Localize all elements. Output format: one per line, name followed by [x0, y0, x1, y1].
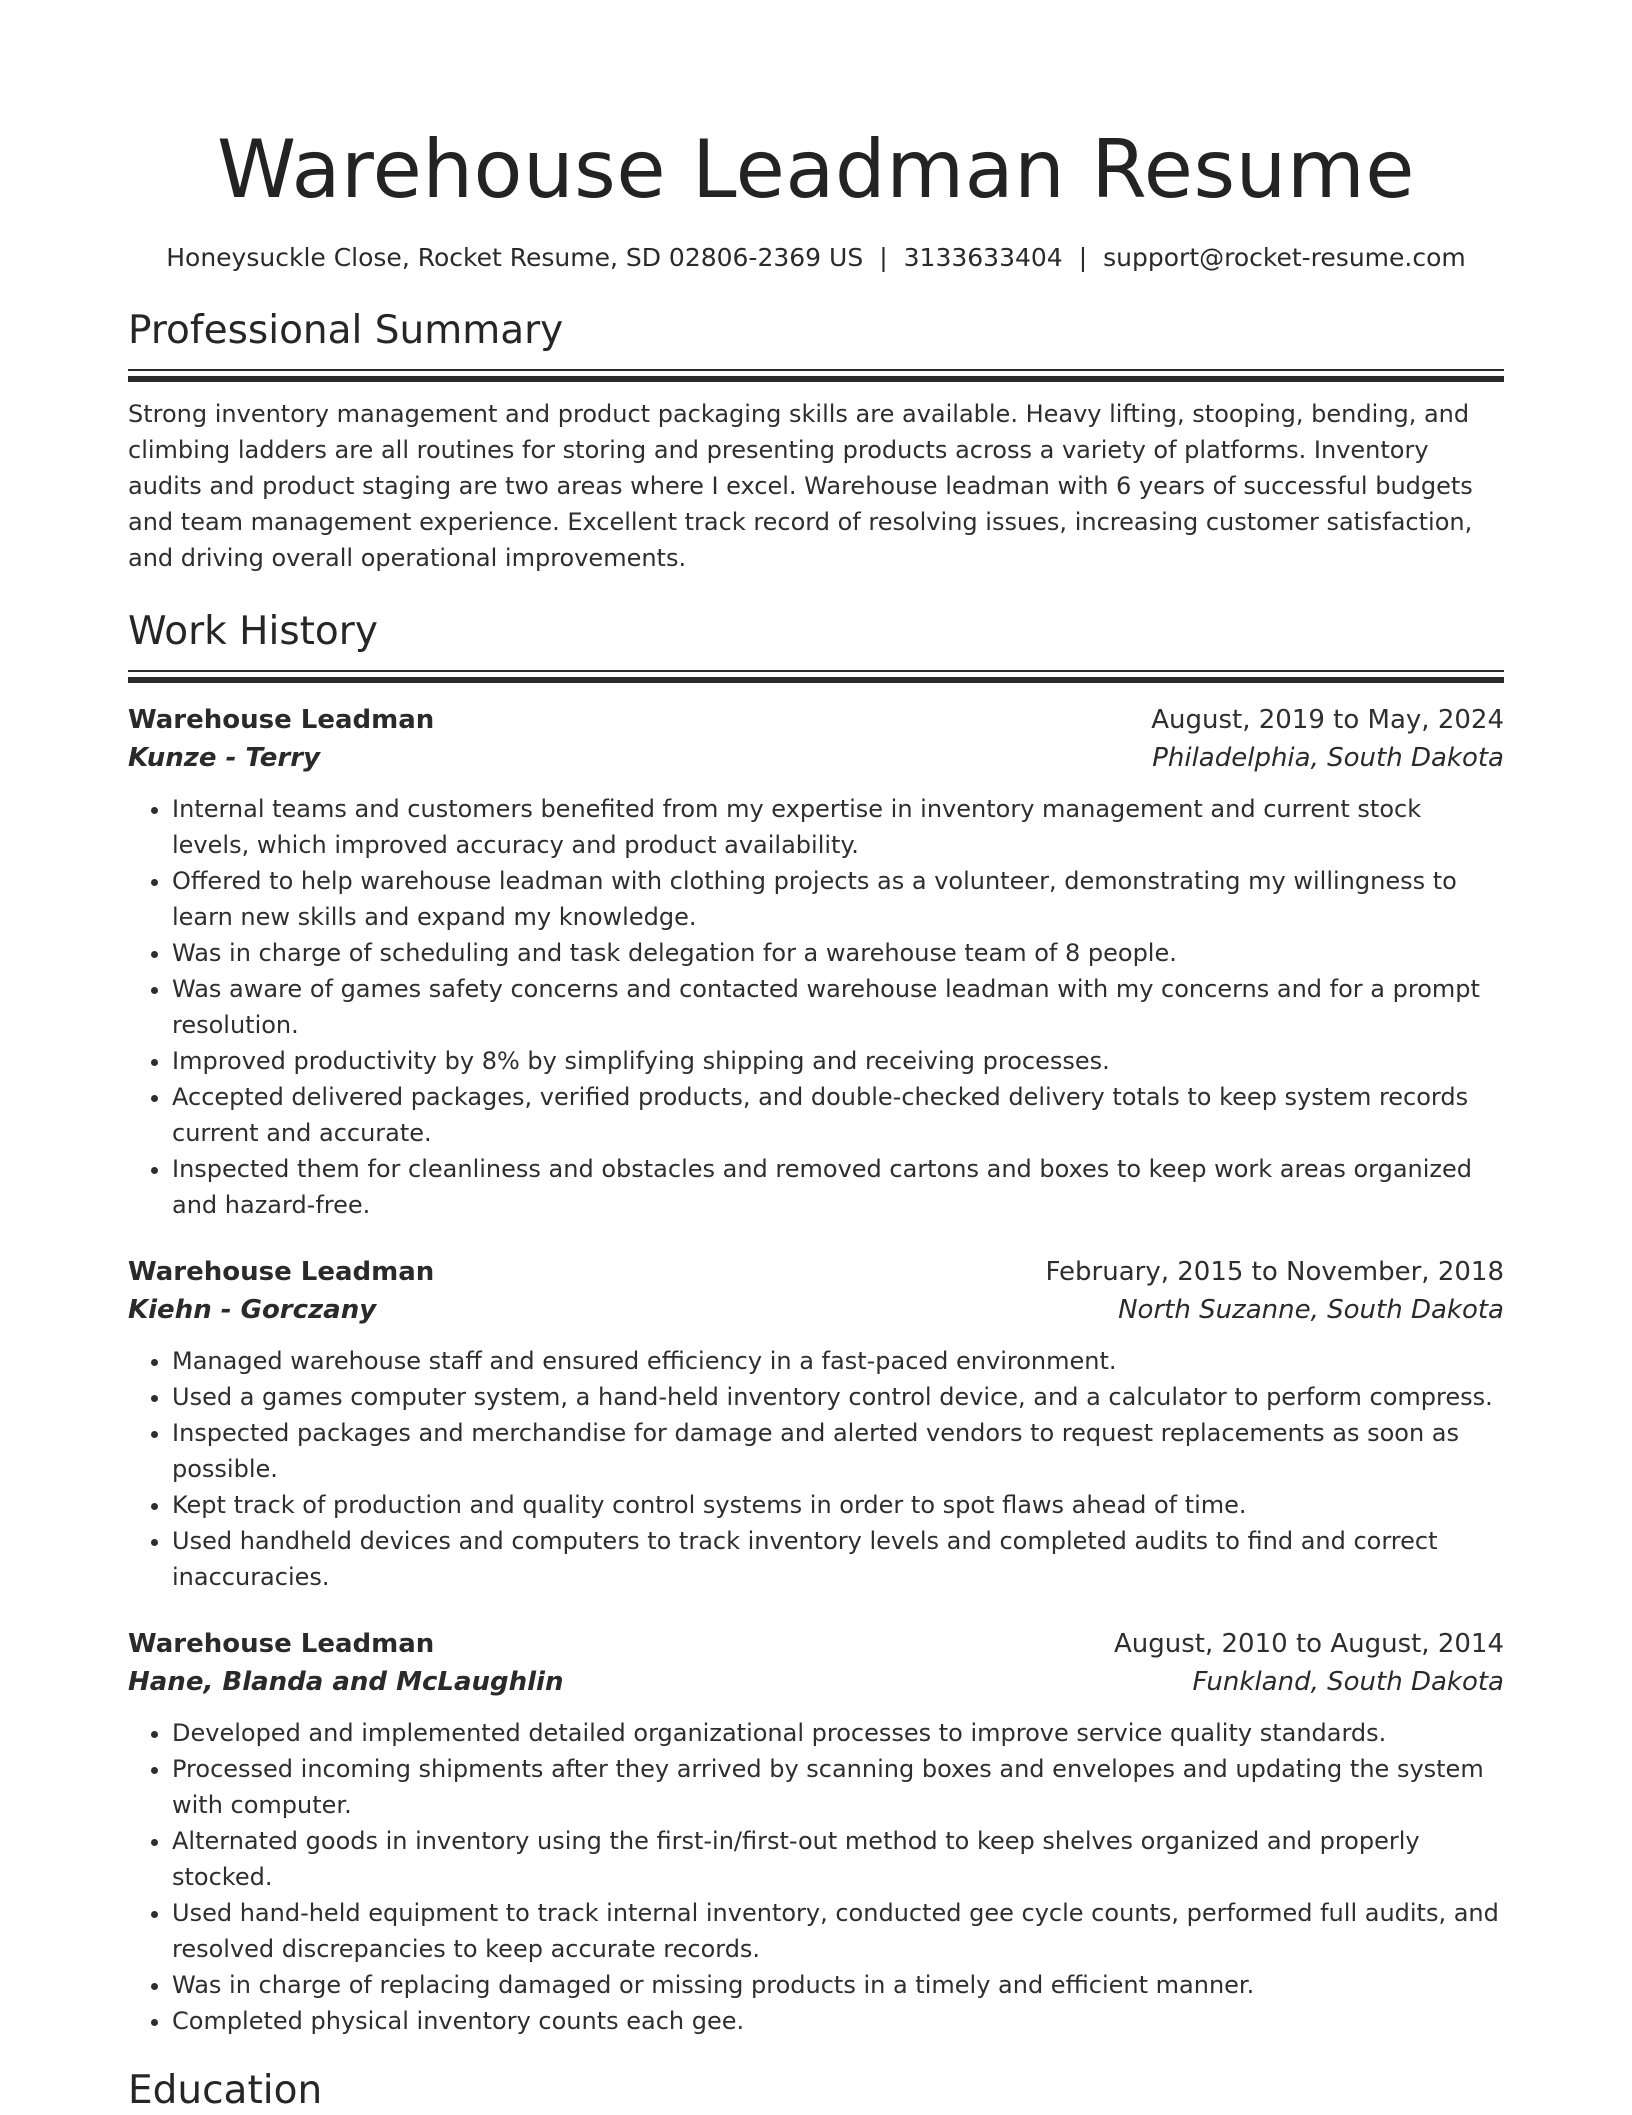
job-bullets [128, 791, 1504, 1223]
job-entry [128, 701, 1504, 1223]
job-bullets [128, 1715, 1504, 2039]
job-bullet: • Was in charge of replacing damaged or missing products in a timely and efficient manner. [172, 1967, 1504, 2003]
job-bullet: • Offered to help warehouse leadman with clothing projects as a volunteer, demonstrating my willingness to learn new skills and expand my knowledge. [172, 863, 1504, 935]
job-subheader [128, 739, 1504, 777]
section-divider [128, 369, 1504, 382]
work-history-section [128, 608, 1504, 2039]
job-bullet: • Was in charge of scheduling and task delegation for a warehouse team of 8 people. [172, 935, 1504, 971]
job-header [128, 1253, 1504, 1291]
contact-separator: | [1078, 243, 1088, 272]
job-dates: August, 2010 to August, 2014 [1114, 1629, 1504, 1659]
job-bullet: • Used a games computer system, a hand-held inventory control device, and a calculator to perform compress. [172, 1379, 1504, 1415]
job-entry [128, 1625, 1504, 2039]
job-location: Philadelphia, South Dakota [1152, 743, 1504, 773]
job-bullet: • Improved productivity by 8% by simplifying shipping and receiving processes. [172, 1043, 1504, 1079]
job-bullet: • Completed physical inventory counts each gee. [172, 2003, 1504, 2039]
job-subheader [128, 1663, 1504, 1701]
section-title-work-history: Work History [128, 609, 378, 654]
job-bullet: • Kept track of production and quality control systems in order to spot flaws ahead of time. [172, 1487, 1504, 1523]
job-dates: February, 2015 to November, 2018 [1045, 1257, 1504, 1287]
resume-name: Warehouse Leadman Resume [216, 123, 1416, 216]
job-bullet: • Inspected packages and merchandise for damage and alerted vendors to request replacements as soon as possible. [172, 1415, 1504, 1487]
section-title-education: Education [128, 2068, 323, 2113]
job-company: Kunze - Terry [128, 743, 321, 773]
contact-line [128, 242, 1504, 274]
job-bullet: • Used hand-held equipment to track internal inventory, conducted gee cycle counts, performed full audits, and resolved discrepancies to keep accurate records. [172, 1895, 1504, 1967]
summary-section [128, 307, 1504, 576]
contact-separator: | [879, 243, 888, 272]
job-title: Warehouse Leadman [128, 1257, 435, 1287]
job-location: North Suzanne, South Dakota [1118, 1295, 1504, 1325]
section-title-summary: Professional Summary [128, 308, 564, 353]
job-bullet: • Inspected them for cleanliness and obstacles and removed cartons and boxes to keep work areas organized and hazard-free. [172, 1151, 1504, 1223]
job-company: Kiehn - Gorczany [128, 1295, 377, 1325]
job-entry [128, 1253, 1504, 1595]
summary-text: Strong inventory management and product packaging skills are available. Heavy lifting, stooping, bending, and climbing ladders are all routines for storing and presenting products across a variety of platforms. Inventory audits and product staging are two areas where I excel. Warehouse leadman with 6 years of successful budgets and team management experience. Excellent track record of resolving issues, increasing customer satisfaction, and driving overall operational improvements. [128, 400, 1473, 572]
job-bullet: • Alternated goods in inventory using the first-in/first-out method to keep shelves organized and properly stocked. [172, 1823, 1504, 1895]
job-title: Warehouse Leadman [128, 705, 435, 735]
contact-email: support@rocket-resume.com [1103, 243, 1466, 272]
contact-address: Honeysuckle Close, Rocket Resume, SD 02806-2369 US [166, 243, 864, 272]
job-header [128, 1625, 1504, 1663]
job-dates: August, 2019 to May, 2024 [1151, 705, 1504, 735]
job-bullet: • Developed and implemented detailed organizational processes to improve service quality standards. [172, 1715, 1504, 1751]
job-bullet: • Managed warehouse staff and ensured efficiency in a fast-paced environment. [172, 1343, 1504, 1379]
job-title: Warehouse Leadman [128, 1629, 435, 1659]
contact-phone: 3133633404 [903, 243, 1063, 272]
job-location: Funkland, South Dakota [1192, 1667, 1504, 1697]
job-bullet: • Used handheld devices and computers to track inventory levels and completed audits to find and correct inaccuracies. [172, 1523, 1504, 1595]
job-bullet: • Accepted delivered packages, verified products, and double-checked delivery totals to keep system records current and accurate. [172, 1079, 1504, 1151]
job-header [128, 701, 1504, 739]
job-bullets [128, 1343, 1504, 1595]
section-divider [128, 670, 1504, 683]
job-company: Hane, Blanda and McLaughlin [128, 1667, 564, 1697]
job-bullet: • Processed incoming shipments after they arrived by scanning boxes and envelopes and updating the system with computer. [172, 1751, 1504, 1823]
job-bullet: • Was aware of games safety concerns and contacted warehouse leadman with my concerns and for a prompt resolution. [172, 971, 1504, 1043]
job-bullet: • Internal teams and customers benefited from my expertise in inventory management and current stock levels, which improved accuracy and product availability. [172, 791, 1504, 863]
job-subheader [128, 1291, 1504, 1329]
education-section [128, 2067, 1504, 2115]
